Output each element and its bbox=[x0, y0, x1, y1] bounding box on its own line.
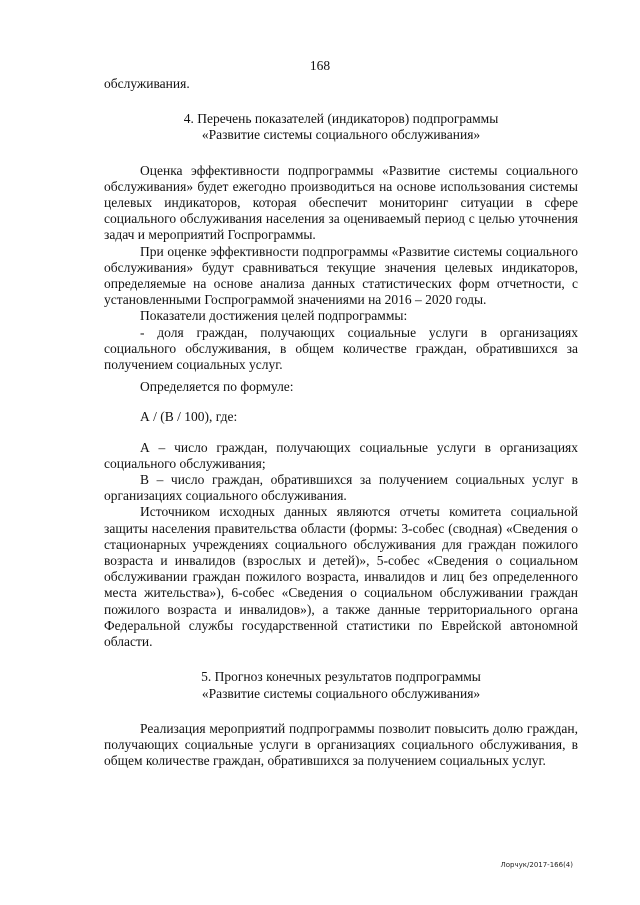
formula: А / (В / 100), где: bbox=[140, 409, 238, 425]
section4-heading-line1: 4. Перечень показателей (индикаторов) подпрограммы bbox=[183, 111, 499, 127]
section5-heading-line2: «Развитие системы социального обслуживания» bbox=[201, 685, 481, 701]
section5-paragraph: Реализация мероприятий подпрограммы позволит повысить долю граждан, получающих социальные услуги в организациях социального обслуживания, в общем количестве граждан, обратившихся за получением социальных услуг. bbox=[104, 720, 578, 769]
footer-code: Лорчук/2017-166(4) bbox=[500, 861, 573, 869]
section4-paragraph: При оценке эффективности подпрограммы «Развитие системы социального обслуживания» будут сравниваться текущие значения целевых индикаторов, определяемые на основе анализа данных статистических форм отчетности, с установленными Госпрограммой значениями на 2016 – 2020 годы. bbox=[104, 243, 578, 308]
section4-heading-line2: «Развитие системы социального обслуживания» bbox=[201, 127, 481, 143]
formula-intro: Определяется по формуле: bbox=[140, 379, 294, 395]
data-source-paragraph: Источником исходных данных являются отчеты комитета социальной защиты населения правительства области (формы: 3-собес (сводная) «Сведения о стационарных учреждениях социального обслуживания для граждан пожилого возраста и инвалидов (взрослых и детей)», 5-собес «Сведения о социальном обслуживании граждан пожилого возраста, инвалидов и лиц без определенного места жительства»), 6-собес «Сведения о социальном обслуживании граждан пожилого возраста и инвалидов»), а также данные территориального органа Федеральной службы государственной статистики по Еврейской автономной области. bbox=[104, 504, 578, 650]
document-body bbox=[104, 76, 578, 769]
section4-paragraph: Показатели достижения целей подпрограммы: bbox=[140, 308, 408, 324]
formula-variable-a: А – число граждан, получающих социальные услуги в организациях социального обслуживания; bbox=[104, 439, 578, 471]
section5-heading-line1: 5. Прогноз конечных результатов подпрограммы bbox=[201, 669, 481, 685]
page-number: 168 bbox=[309, 58, 331, 73]
formula-variable-b: В – число граждан, обратившихся за получением социальных услуг в организациях социального обслуживания. bbox=[104, 472, 578, 504]
indicator-item: - доля граждан, получающих социальные услуги в организациях социального обслуживания, в общем количестве граждан, обратившихся за получением социальных услуг. bbox=[104, 324, 578, 373]
continuation-text: обслуживания. bbox=[104, 76, 190, 91]
section4-paragraph: Оценка эффективности подпрограммы «Развитие системы социального обслуживания» будет ежегодно производиться на основе использования системы целевых индикаторов, которая обеспечит мониторинг ситуации в сфере социального обслуживания населения за оцениваемый период с целью уточнения задач и мероприятий Госпрограммы. bbox=[104, 162, 578, 243]
